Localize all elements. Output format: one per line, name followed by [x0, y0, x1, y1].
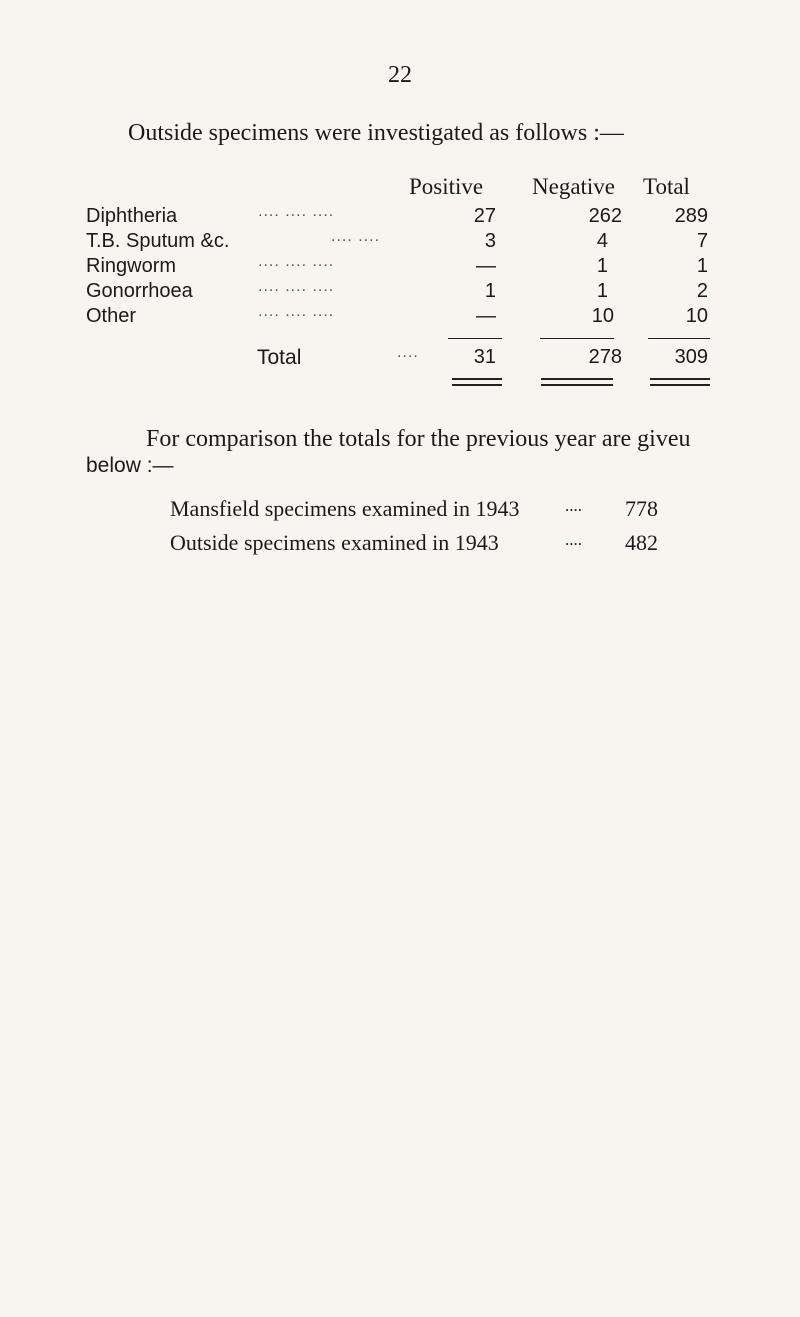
row-label: Diphtheria: [86, 205, 178, 227]
header-positive: Positive: [409, 174, 484, 199]
row-leader-dots: .... .... ....: [258, 278, 335, 295]
rule-total: [648, 338, 710, 339]
header-total: Total: [643, 174, 690, 199]
double-rule-positive: [452, 378, 502, 386]
rule-negative: [540, 338, 614, 339]
cell-total: 289: [674, 205, 708, 227]
table-row: [0, 230, 800, 258]
rule-positive: [448, 338, 502, 339]
summary-label: Mansfield specimens examined in 1943: [170, 496, 520, 521]
table-row: [0, 205, 800, 233]
cell-total: 1: [696, 255, 708, 277]
cell-negative: 1: [596, 255, 608, 277]
row-leader-dots: .... ....: [331, 228, 381, 245]
cell-positive: —: [476, 255, 496, 277]
cell-total: 2: [696, 280, 708, 302]
double-rule-total: [650, 378, 710, 386]
summary-value: 778: [625, 496, 658, 521]
row-label: Ringworm: [86, 255, 177, 277]
row-leader-dots: .... .... ....: [258, 253, 335, 270]
row-leader-dots: .... .... ....: [258, 203, 335, 220]
summary-dots: ....: [565, 496, 582, 515]
cell-positive: 1: [484, 280, 496, 302]
row-label: T.B. Sputum &c.: [86, 230, 230, 252]
cell-positive: —: [476, 305, 496, 327]
summary-value: 482: [625, 530, 658, 555]
cell-positive: 27: [473, 205, 496, 227]
table-row: [0, 280, 800, 308]
header-negative: Negative: [532, 174, 616, 199]
row-label: Other: [86, 305, 137, 327]
page-number: 22: [388, 62, 412, 88]
table-row: [0, 255, 800, 283]
cell-negative: 262: [588, 205, 622, 227]
total-total: 309: [674, 346, 708, 368]
cell-negative: 4: [596, 230, 608, 252]
cell-positive: 3: [484, 230, 496, 252]
total-label: Total: [257, 346, 302, 369]
comparison-line-2: below :—: [86, 454, 174, 477]
summary-label: Outside specimens examined in 1943: [170, 530, 499, 555]
row-leader-dots: .... .... ....: [258, 303, 335, 320]
cell-total: 7: [696, 230, 708, 252]
intro-text: Outside specimens were investigated as follows :—: [128, 120, 624, 146]
double-rule-negative: [541, 378, 613, 386]
summary-dots: ....: [565, 530, 582, 549]
comparison-line-1: For comparison the totals for the previous year are giveu: [146, 426, 691, 452]
cell-total: 10: [685, 305, 708, 327]
total-row: [0, 346, 800, 374]
cell-negative: 10: [591, 305, 614, 327]
total-negative: 278: [588, 346, 622, 368]
total-positive: 31: [473, 346, 496, 368]
table-row: [0, 305, 800, 333]
row-label: Gonorrhoea: [86, 280, 193, 302]
cell-negative: 1: [596, 280, 608, 302]
total-leader-dots: ....: [397, 344, 419, 361]
